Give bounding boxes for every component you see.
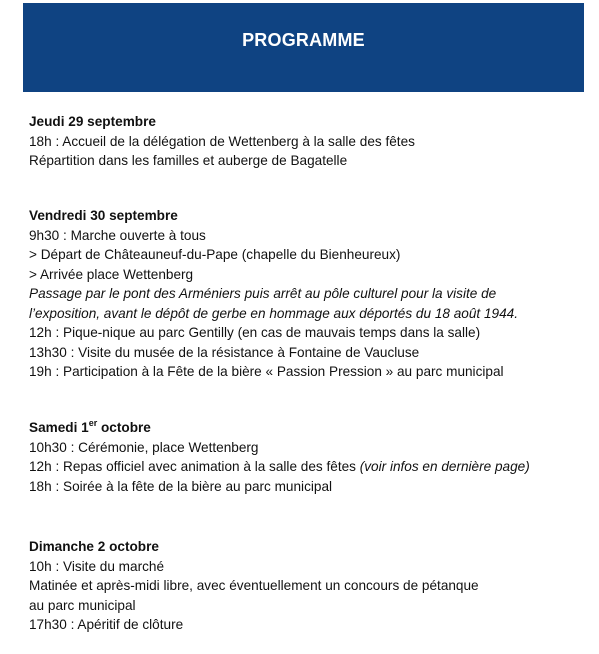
day-title: Jeudi 29 septembre: [29, 114, 156, 129]
event-description: Passage par le pont des Arméniers puis arrêt au pôle culturel pour la visite de: [29, 286, 497, 301]
event-text: 12h : Repas officiel avec animation à la salle des fêtes: [29, 459, 360, 474]
event-line: 18h : Accueil de la délégation de Wettenberg à la salle des fêtes: [29, 133, 415, 149]
event-line: > Départ de Châteauneuf-du-Pape (chapelle du Bienheureux): [29, 247, 401, 262]
programme-banner: [23, 3, 584, 92]
event-note: (voir infos en dernière page): [359, 459, 530, 474]
event-line: 10h : Visite du marché: [29, 558, 165, 574]
event-line: 12h : Pique-nique au parc Gentilly (en cas de mauvais temps dans la salle): [29, 325, 481, 340]
event-line: 18h : Soirée à la fête de la bière au parc municipal: [29, 478, 333, 494]
day-section-sunday: [29, 537, 589, 635]
event-line: > Arrivée place Wettenberg: [29, 266, 194, 282]
page-title: PROGRAMME: [242, 30, 365, 50]
event-line: Matinée et après-midi libre, avec éventuellement un concours de pétanque: [29, 578, 479, 593]
day-section-thursday: [29, 112, 589, 171]
day-section-saturday: [29, 418, 589, 496]
event-line: 10h30 : Cérémonie, place Wettenberg: [29, 439, 259, 455]
event-description: l’exposition, avant le dépôt de gerbe en hommage aux déportés du 18 août 1944.: [29, 305, 518, 321]
event-line: 13h30 : Visite du musée de la résistance à Fontaine de Vaucluse: [29, 344, 420, 360]
event-line: au parc municipal: [29, 597, 136, 613]
event-line: Répartition dans les familles et auberge de Bagatelle: [29, 153, 348, 168]
event-line: 17h30 : Apéritif de clôture: [29, 617, 184, 632]
day-title-prefix: Samedi 1: [29, 420, 89, 435]
day-title: Dimanche 2 octobre: [29, 539, 159, 554]
day-title: Vendredi 30 septembre: [29, 208, 178, 223]
day-title-superscript: er: [88, 418, 98, 428]
event-line: [29, 457, 589, 477]
day-section-friday: [29, 206, 589, 382]
event-line: 9h30 : Marche ouverte à tous: [29, 227, 206, 243]
event-line: 19h : Participation à la Fête de la bière « Passion Pression » au parc municipal: [29, 364, 504, 379]
day-title: [29, 418, 589, 438]
day-title-suffix: octobre: [97, 420, 151, 435]
